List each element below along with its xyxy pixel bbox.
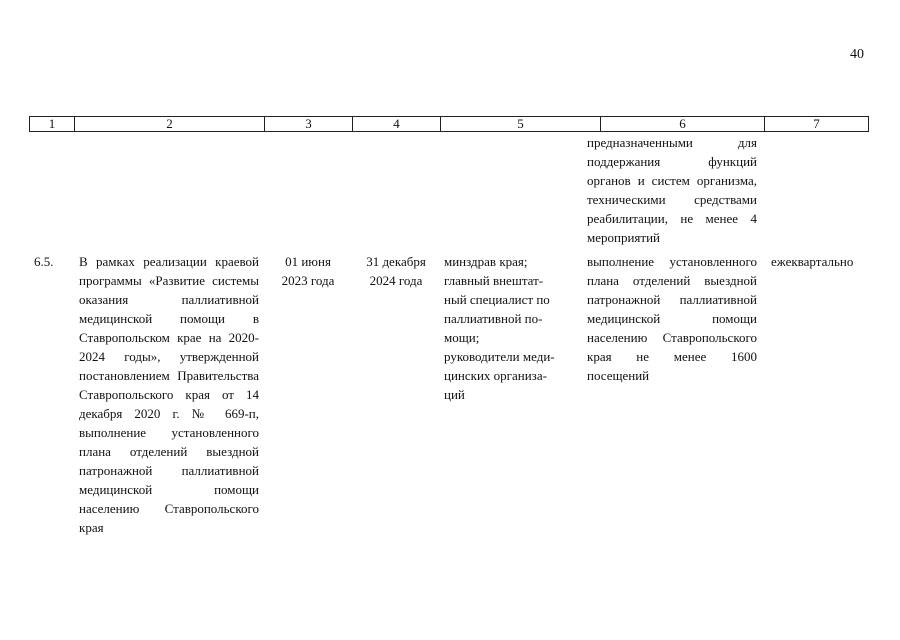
continuation-result-text: предназначенными для поддержания функций органов и систем организма, техническими средствами реабилитации, не менее 4 мероприятий bbox=[587, 135, 757, 245]
table-header-row bbox=[29, 116, 869, 132]
row-result: выполнение установленного плана отделений выездной патронажной паллиативной медицинской помощи населению Ставропольского края не менее 1600 посещений bbox=[587, 254, 757, 383]
header-col-4: 4 bbox=[352, 117, 440, 131]
page-number: 40 bbox=[850, 47, 864, 62]
row-frequency: ежеквартально bbox=[771, 254, 854, 269]
row-end-date: 31 декабря 2024 года bbox=[366, 254, 426, 288]
header-col-7: 7 bbox=[764, 117, 868, 131]
row-start-date: 01 июня 2023 года bbox=[281, 254, 335, 288]
header-col-2: 2 bbox=[74, 117, 264, 131]
row-description: В рамках реализации краевой программы «Развитие системы оказания паллиативной медицинской помощи в Ставропольском крае на 2020-2024 годы», утвержденной постановлением Правительства Ставропольского края от 14 декабря 2020 г. № 669-п, выполнение установленного плана отделений выездной патронажной паллиативной медицинской помощи населению Ставропольского края bbox=[79, 254, 259, 535]
header-col-1: 1 bbox=[48, 116, 56, 131]
row-number: 6.5. bbox=[34, 254, 54, 269]
header-col-6: 6 bbox=[600, 117, 764, 131]
header-col-5: 5 bbox=[440, 117, 600, 131]
row-responsible: минздрав края; главный внештат- ный специалист по паллиативной по- мощи; руководители меди- цинских организа- ций bbox=[444, 254, 555, 402]
header-col-3: 3 bbox=[264, 117, 352, 131]
